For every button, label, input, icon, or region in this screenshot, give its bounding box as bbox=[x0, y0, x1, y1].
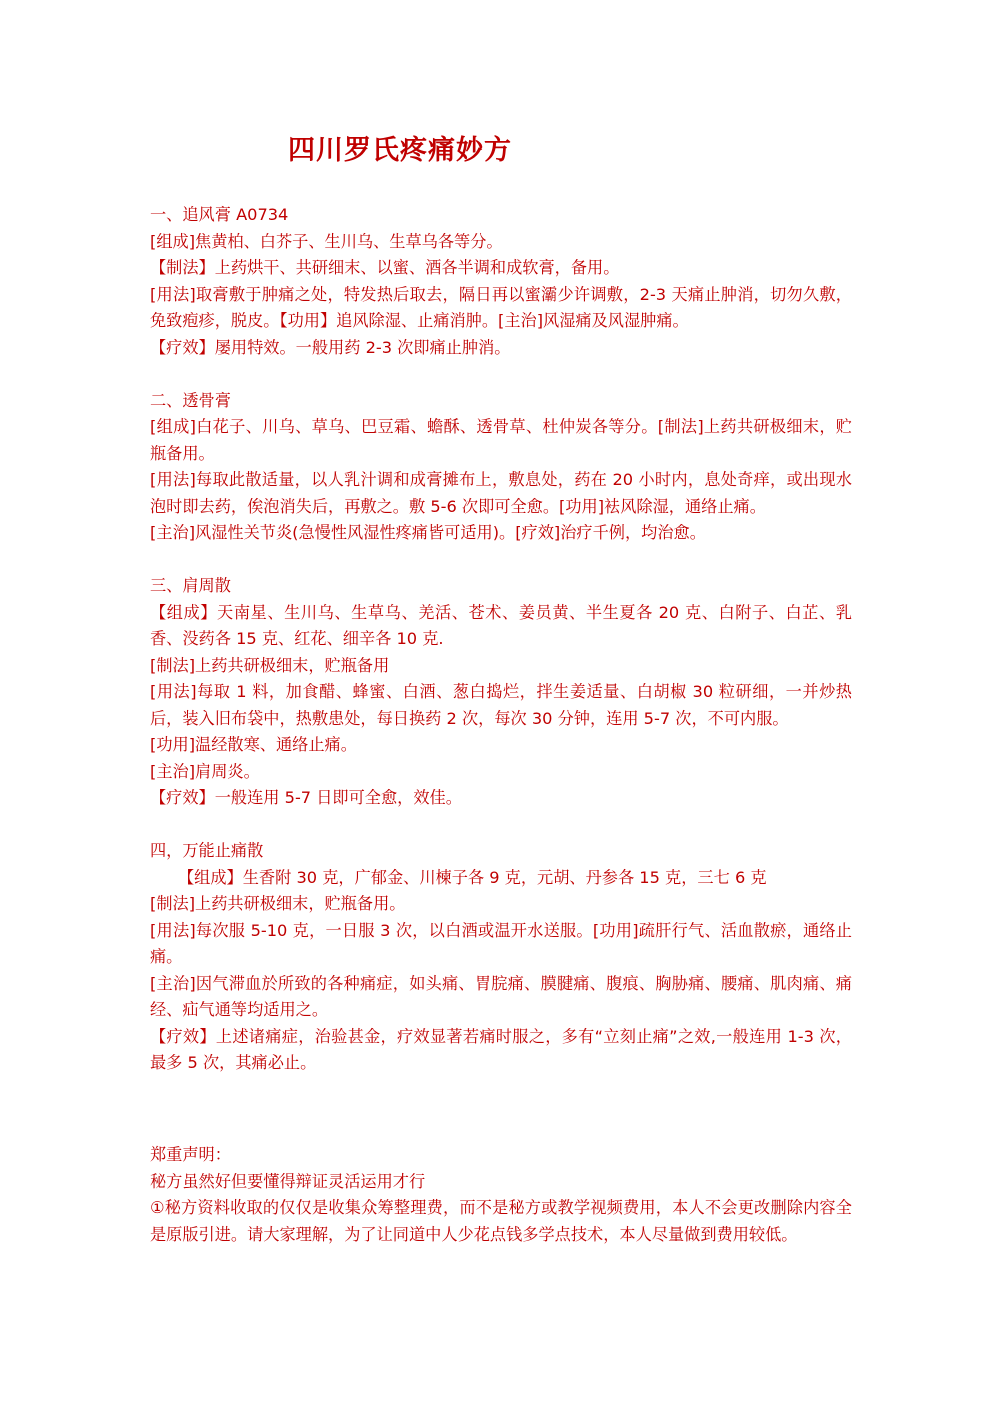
section-4-preparation: [制法]上药共研极细末，贮瓶备用。 bbox=[150, 894, 406, 913]
section-3-efficacy: 【疗效】一般连用 5-7 日即可全愈，效佳。 bbox=[150, 788, 462, 807]
document-title: 四川罗氏疼痛妙方 bbox=[288, 135, 512, 166]
document-body bbox=[150, 202, 852, 1077]
spacer bbox=[150, 812, 852, 839]
disclaimer-heading: 郑重声明： bbox=[150, 1145, 231, 1164]
section-4-efficacy: 【疗效】上述诸痛症，治验甚金，疗效显著若痛时服之，多有“立刻止痛”之效,一般连用 1-3 次，最多 5 次，其痛必止。 bbox=[150, 1026, 852, 1072]
section-3-heading: 三、肩周散 bbox=[150, 576, 231, 595]
disclaimer-line-2: ①秘方资料收取的仅仅是收集众筹整理费，而不是秘方或教学视频费用，本人不会更改删除内容全是原版引进。请大家理解，为了让同道中人少花点钱多学点技术，本人尽量做到费用较低。 bbox=[150, 1198, 852, 1244]
section-1-heading: 一、追风膏 A0734 bbox=[150, 205, 289, 224]
section-3-preparation: [制法]上药共研极细末，贮瓶备用 bbox=[150, 655, 390, 675]
section-2-usage: [用法]每取此散适量，以人乳汁调和成膏摊布上，敷息处，药在 20 小时内，息处奇痒，或出现水泡时即去药，俟泡消失后，再敷之。敷 5-6 次即可全愈。[功用]袪风除湿，通络止痛。 bbox=[150, 470, 852, 516]
section-3-composition: 【组成】天南星、生川乌、生草乌、羌活、苍术、姜员黄、半生夏各 20 克、白附子、白芷、乳香、没药各 15 克、红花、细辛各 10 克. bbox=[150, 602, 852, 648]
spacer bbox=[150, 361, 852, 388]
section-4-composition: 【组成】生香附 30 克，广郁金、川楝子各 9 克，元胡、丹参各 15 克，三七 6 克 bbox=[178, 867, 767, 887]
section-3-indication: [主治]肩周炎。 bbox=[150, 761, 260, 781]
spacer bbox=[150, 547, 852, 574]
section-2-composition: [组成]白花子、川乌、草乌、巴豆霜、蟾酥、透骨草、杜仲炭各等分。[制法]上药共研极细末，贮瓶备用。 bbox=[150, 417, 852, 463]
section-4-indication: [主治]因气滞血於所致的各种痛症，如头痛、胃脘痛、膜腱痛、腹痕、胸胁痛、腰痛、肌肉痛、痛经、疝气通等均适用之。 bbox=[150, 973, 852, 1019]
section-1-usage: [用法]取膏敷于肿痛之处，特发热后取去，隔日再以蜜灞少许调敷，2-3 天痛止肿消，切勿久敷，免致疱疹，脱皮。【功用】追风除湿、止痛消肿。[主治]风湿痛及风湿肿痛。 bbox=[150, 284, 852, 330]
section-4-usage: [用法]每次服 5-10 克，一日服 3 次，以白酒或温开水送服。[功用]疏肝行气、活血散瘀，通络止痛。 bbox=[150, 920, 852, 966]
section-2-indication: [主治]风湿性关节炎(急慢性风湿性疼痛皆可适用)。[疗效]治疗千例，均治愈。 bbox=[150, 523, 706, 542]
section-4-heading: 四，万能止痛散 bbox=[150, 841, 264, 860]
section-1-efficacy: 【疗效】屡用特效。一般用药 2-3 次即痛止肿消。 bbox=[150, 337, 511, 357]
section-1-composition: [组成]焦黄柏、白芥子、生川乌、生草乌各等分。 bbox=[150, 231, 503, 251]
disclaimer-line-1: 秘方虽然好但要懂得辩证灵活运用才行 bbox=[150, 1171, 426, 1191]
section-3-function: [功用]温经散寒、通络止痛。 bbox=[150, 735, 357, 754]
section-2-heading: 二、透骨膏 bbox=[150, 390, 231, 410]
section-1-preparation: 【制法】上药烘干、共研细末、以蜜、酒各半调和成软膏，备用。 bbox=[150, 258, 620, 277]
disclaimer bbox=[150, 1142, 852, 1248]
section-3-usage: [用法]每取 1 料，加食醋、蜂蜜、白酒、葱白捣烂，拌生姜适量、白胡椒 30 粒研细，一并炒热后，装入旧布袋中，热敷患处，每日换药 2 次，每次 30 分钟，连用 5-7 次，不可内服。 bbox=[150, 682, 852, 728]
